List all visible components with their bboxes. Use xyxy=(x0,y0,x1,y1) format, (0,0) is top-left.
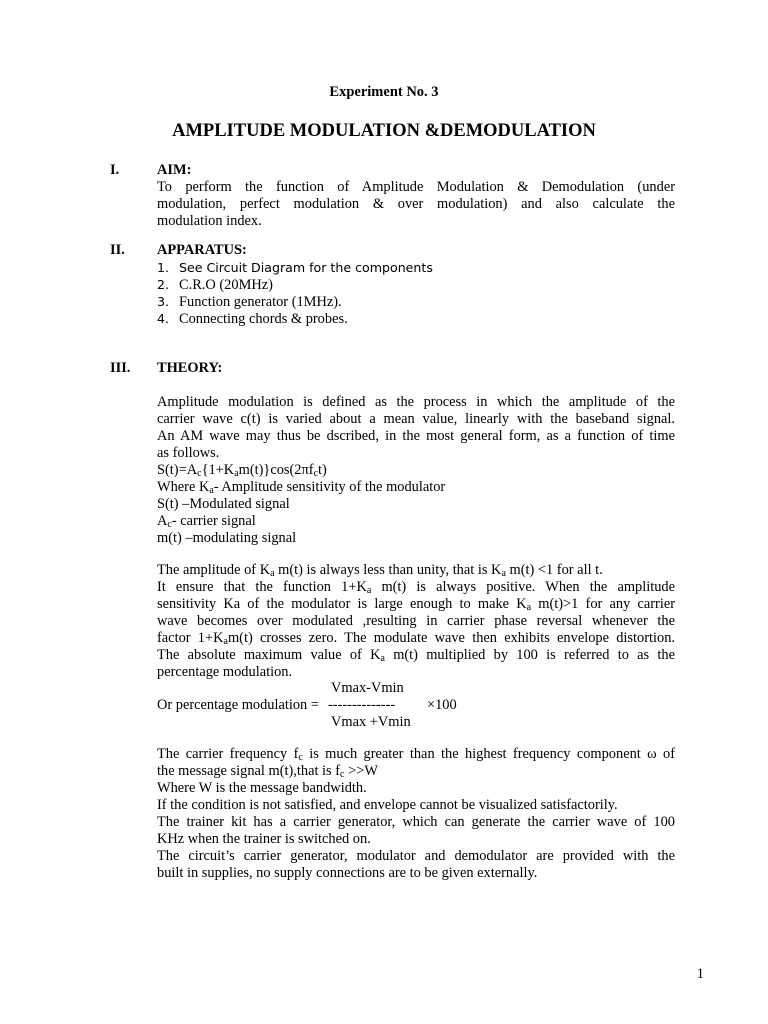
text-sub: a xyxy=(270,568,275,579)
apparatus-list xyxy=(157,259,675,327)
theory-line: The circuit’s carrier generator, modulator and demodulator are provided with the xyxy=(157,848,675,864)
theory-text-3 xyxy=(157,746,675,882)
theory-line xyxy=(157,596,675,613)
text-sub: c xyxy=(298,752,303,763)
text-part: m(t) is always less than unity, that is K xyxy=(274,562,502,578)
section-number-apparatus: II. xyxy=(110,242,125,258)
aim-text xyxy=(157,179,675,230)
text-sub: a xyxy=(526,602,532,613)
text-sub: a xyxy=(501,568,506,579)
theory-line: KHz when the trainer is switched on. xyxy=(157,831,371,847)
theory-line xyxy=(157,513,675,530)
aim-line: To perform the function of Amplitude Modulation & Demodulation (under xyxy=(157,179,675,195)
section-heading-theory: THEORY: xyxy=(157,360,223,376)
theory-line: Where W is the message bandwidth. xyxy=(157,780,367,796)
section-heading-aim: AIM: xyxy=(157,162,192,178)
theory-line: Amplitude modulation is defined as the process in which the amplitude of the xyxy=(157,394,675,410)
text-part: m(t) <1 for all t. xyxy=(505,562,603,578)
theory-line: S(t) –Modulated signal xyxy=(157,496,290,512)
text-part: m(t)>1 for any carrier xyxy=(531,596,675,612)
formula-label: Or percentage modulation = xyxy=(157,697,319,713)
theory-line: percentage modulation. xyxy=(157,664,293,680)
text-part: The amplitude of K xyxy=(157,562,271,578)
eq-sub: c xyxy=(313,468,319,479)
text-part: The absolute maximum value of K xyxy=(157,647,381,663)
page-title: AMPLITUDE MODULATION &DEMODULATION xyxy=(172,121,596,141)
text-part: factor 1+K xyxy=(157,630,224,646)
text-sub: a xyxy=(380,653,385,664)
formula-denominator: Vmax +Vmin xyxy=(331,714,411,730)
theory-line xyxy=(157,579,675,596)
formula-multiplier: ×100 xyxy=(427,697,457,713)
eq-part: m(t)}cos(2πf xyxy=(238,462,314,478)
text-sub: c xyxy=(340,769,345,780)
theory-line xyxy=(157,647,675,664)
theory-line: m(t) –modulating signal xyxy=(157,530,297,546)
text-part: The carrier frequency f xyxy=(157,746,299,762)
list-item xyxy=(157,259,675,276)
formula-numerator: Vmax-Vmin xyxy=(331,680,404,696)
theory-line xyxy=(157,630,675,647)
list-item-text: Function generator (1MHz). xyxy=(179,294,342,310)
text-part: - carrier signal xyxy=(171,513,256,529)
text-sub: a xyxy=(366,585,372,596)
page-number: 1 xyxy=(696,966,704,982)
text-sub: a xyxy=(209,485,214,496)
text-part: - Amplitude sensitivity of the modulator xyxy=(213,479,446,495)
eq-part: t) xyxy=(318,462,327,478)
list-item-text: See Circuit Diagram for the components xyxy=(179,260,433,275)
theory-text-2 xyxy=(157,562,675,681)
theory-line: carrier wave c(t) is varied about a mean value, linearly with the baseband signal. xyxy=(157,411,675,427)
am-equation xyxy=(157,462,675,479)
text-sub: a xyxy=(223,636,228,647)
theory-text xyxy=(157,394,675,547)
text-part: It ensure that the function 1+K xyxy=(157,579,367,595)
text-part: >>W xyxy=(344,763,378,779)
aim-line: modulation, perfect modulation & over modulation) and also calculate the xyxy=(157,196,675,212)
list-item xyxy=(157,310,675,327)
eq-part: S(t)=A xyxy=(157,462,198,478)
text-part: is much greater than the highest frequency component ω of xyxy=(302,746,675,762)
list-item xyxy=(157,293,675,310)
text-part: m(t) crosses zero. The modulate wave then exhibits envelope distortion. xyxy=(227,630,675,646)
theory-line xyxy=(157,746,675,763)
theory-line: wave becomes over modulated ,resulting in carrier phase reversal whenever the xyxy=(157,613,675,629)
list-item-text: Connecting chords & probes. xyxy=(179,311,348,327)
section-number-aim: I. xyxy=(110,162,120,178)
theory-line: as follows. xyxy=(157,445,220,461)
theory-line: built in supplies, no supply connections are to be given externally. xyxy=(157,865,538,881)
list-item-number: 3. xyxy=(157,294,170,309)
section-number-theory: III. xyxy=(110,360,131,376)
list-item-number: 4. xyxy=(157,311,170,326)
list-item xyxy=(157,276,675,293)
theory-line: If the condition is not satisfied, and envelope cannot be visualized satisfactorily. xyxy=(157,797,618,813)
eq-sub: a xyxy=(234,468,239,479)
theory-line xyxy=(157,763,675,780)
theory-line: An AM wave may thus be dscribed, in the most general form, as a function of time xyxy=(157,428,675,444)
experiment-label: Experiment No. 3 xyxy=(329,84,439,100)
list-item-text: C.R.O (20MHz) xyxy=(179,277,273,293)
text-sub: c xyxy=(167,519,172,530)
aim-line: modulation index. xyxy=(157,213,262,229)
text-part: m(t) multiplied by 100 is referred to as the xyxy=(384,647,675,663)
text-part: sensitivity Ka of the modulator is large enough to make K xyxy=(157,596,527,612)
formula-fraction-bar: -------------- xyxy=(328,697,396,713)
text-part: A xyxy=(157,513,168,529)
text-part: the message signal m(t),that is f xyxy=(157,763,341,779)
theory-line: The trainer kit has a carrier generator, which can generate the carrier wave of 100 xyxy=(157,814,675,830)
section-heading-apparatus: APPARATUS: xyxy=(157,242,247,258)
eq-sub: c xyxy=(197,468,202,479)
text-part: Where K xyxy=(157,479,210,495)
theory-line xyxy=(157,479,675,496)
eq-part: {1+K xyxy=(201,462,235,478)
theory-line xyxy=(157,562,675,579)
list-item-number: 2. xyxy=(157,277,170,292)
text-part: m(t) is always positive. When the amplitude xyxy=(371,579,675,595)
list-item-number: 1. xyxy=(157,260,170,275)
